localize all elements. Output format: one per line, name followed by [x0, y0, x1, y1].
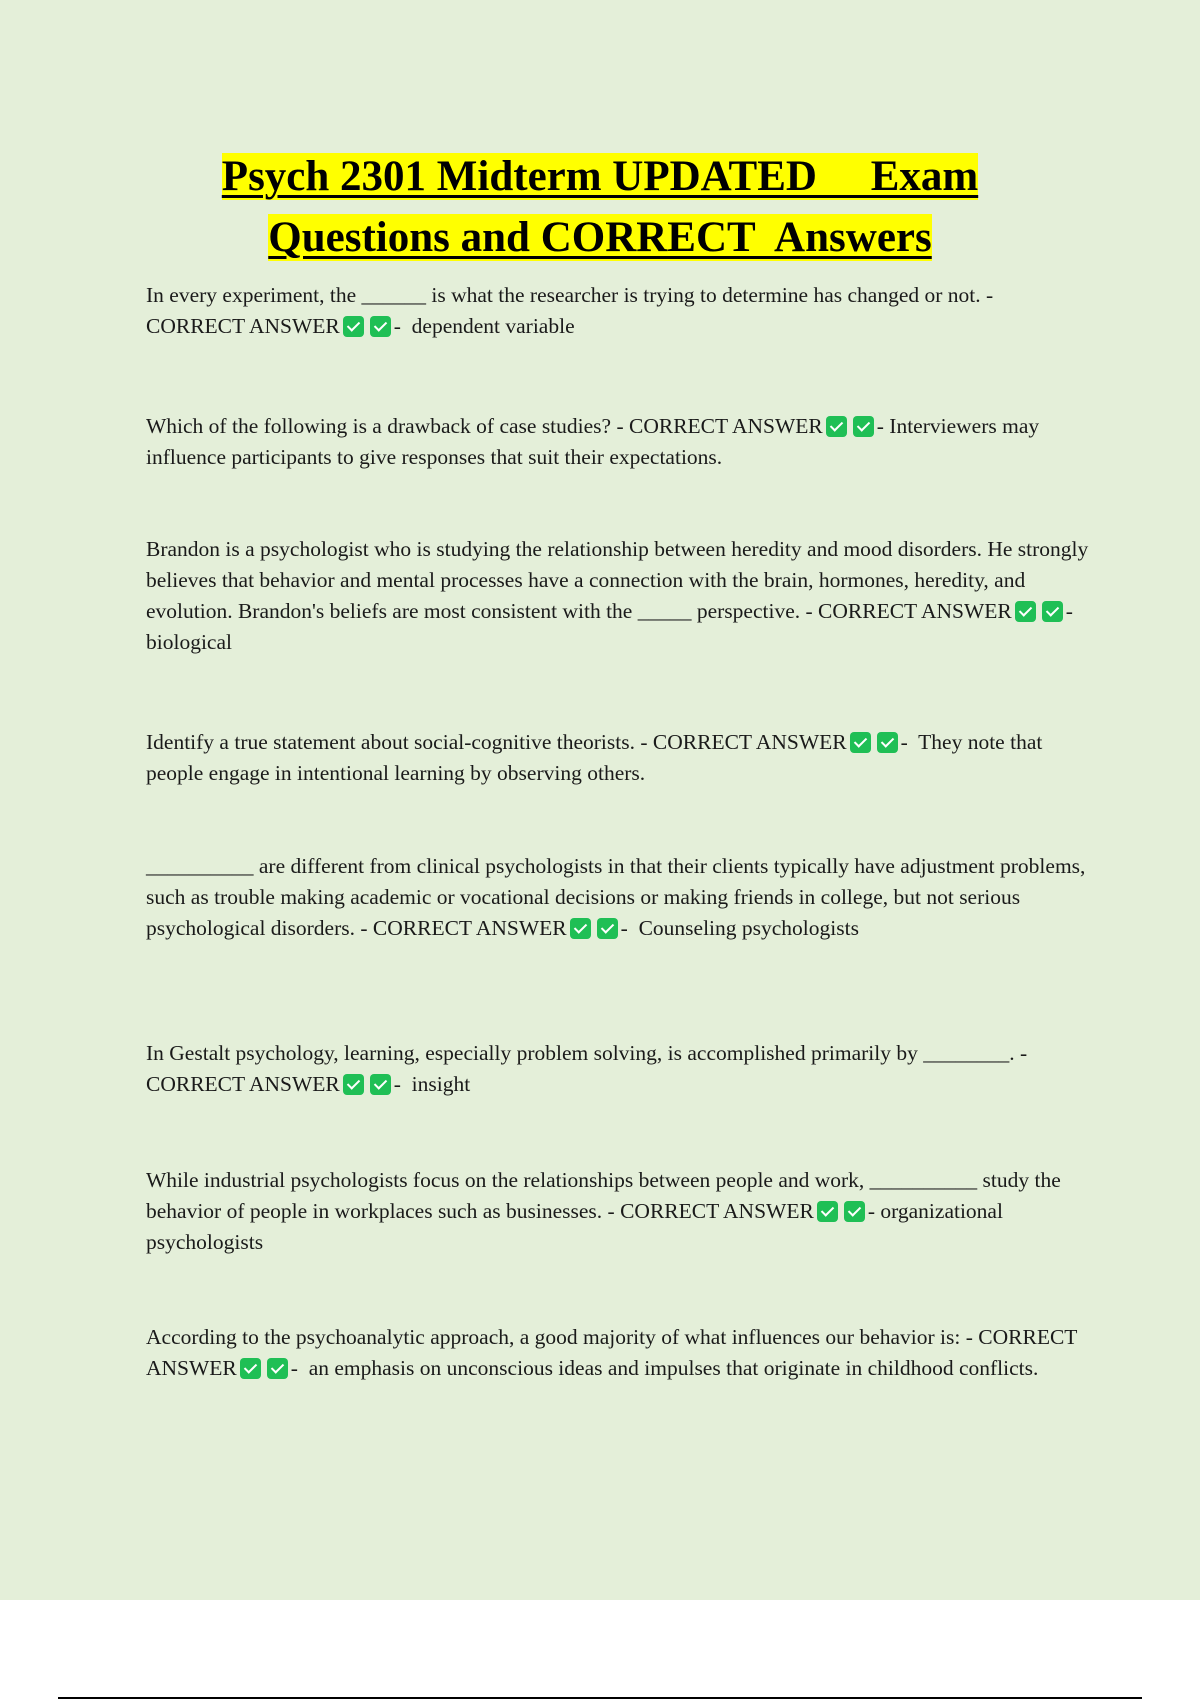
- question-text: __________ are different from clinical psychologists in that their clients typically have adjustment problems, such as trouble making academic or vocational decisions or making friends in college, but not serious psychological disorders. -: [146, 854, 1086, 940]
- qa-item-8: According to the psychoanalytic approach, a good majority of what influences our behavior is: - CORRECT ANSWER - an emphasis on unconscious ideas and impulses that originate in childhood conflicts.: [146, 1325, 1078, 1380]
- correct-answer-label: CORRECT ANSWER: [146, 1325, 1078, 1380]
- correct-answer-label: CORRECT ANSWER: [146, 314, 340, 338]
- check-mark-button-icon: [343, 1074, 364, 1095]
- qa-item-1: In every experiment, the ______ is what the researcher is trying to determine has changed or not. - CORRECT ANSWER - dependent variable: [146, 283, 994, 338]
- qa-item-5: __________ are different from clinical psychologists in that their clients typically have adjustment problems, such as trouble making academic or vocational decisions or making friends in college, but not serious psychological disorders. - CORRECT ANSWER - Counseling psychologists: [146, 854, 1086, 940]
- answer-text: Interviewers may influence participants to give responses that suit their expectations.: [146, 414, 1040, 469]
- check-mark-button-icon: [597, 918, 618, 939]
- answer-text: an emphasis on unconscious ideas and impulses that originate in childhood conflicts.: [308, 1356, 1039, 1380]
- qa-item-4: Identify a true statement about social-cognitive theorists. - CORRECT ANSWER - They note that people engage in intentional learning by observing others.: [146, 730, 1043, 785]
- correct-answer-label: CORRECT ANSWER: [818, 599, 1012, 623]
- question-text: Which of the following is a drawback of case studies? -: [146, 414, 624, 438]
- check-mark-button-icon: [267, 1358, 288, 1379]
- question-text: In Gestalt psychology, learning, especially problem solving, is accomplished primarily by ________. -: [146, 1041, 1028, 1065]
- correct-answer-label: CORRECT ANSWER: [652, 730, 847, 754]
- check-mark-button-icon: [877, 732, 898, 753]
- correct-answer-label: CORRECT ANSWER: [372, 916, 567, 940]
- question-text: Identify a true statement about social-cognitive theorists. -: [146, 730, 648, 754]
- check-mark-button-icon: [370, 1074, 391, 1095]
- answer-text: organizational psychologists: [146, 1199, 1003, 1254]
- qa-item-2: Which of the following is a drawback of case studies? - CORRECT ANSWER - Interviewers may influence participants to give responses that suit their expectations.: [146, 414, 1040, 469]
- answer-text: dependent variable: [411, 314, 575, 338]
- question-text: In every experiment, the ______ is what the researcher is trying to determine has changed or not. -: [146, 283, 994, 307]
- check-mark-button-icon: [343, 316, 364, 337]
- check-mark-button-icon: [817, 1201, 838, 1222]
- bottom-divider: [58, 1697, 1142, 1699]
- check-mark-button-icon: [853, 416, 874, 437]
- check-mark-button-icon: [1015, 601, 1036, 622]
- check-mark-button-icon: [570, 918, 591, 939]
- correct-answer-label: CORRECT ANSWER: [146, 1072, 340, 1096]
- page-title: [0, 146, 1200, 268]
- question-text: While industrial psychologists focus on the relationships between people and work, __________ study the behavior of people in workplaces such as businesses. -: [146, 1168, 1061, 1223]
- qa-item-7: While industrial psychologists focus on the relationships between people and work, __________ study the behavior of people in workplaces such as businesses. - CORRECT ANSWER - organizational psychologists: [146, 1168, 1061, 1254]
- check-mark-button-icon: [844, 1201, 865, 1222]
- check-mark-button-icon: [240, 1358, 261, 1379]
- answer-text: Counseling psychologists: [638, 916, 859, 940]
- check-mark-button-icon: [370, 316, 391, 337]
- question-text: According to the psychoanalytic approach, a good majority of what influences our behavior is: -: [146, 1325, 973, 1349]
- answer-text: They note that people engage in intentional learning by observing others.: [146, 730, 1043, 785]
- qa-item-3: Brandon is a psychologist who is studying the relationship between heredity and mood disorders. He strongly believes that behavior and mental processes have a connection with the brain, hormones, heredity, and evolution. Brandon's beliefs are most consistent with the _____ perspective. - CORRECT ANSWER - biological: [146, 537, 1089, 654]
- title-line-1: Psych 2301 Midterm UPDATED Exam: [221, 153, 979, 200]
- check-mark-button-icon: [850, 732, 871, 753]
- correct-answer-label: CORRECT ANSWER: [620, 1199, 814, 1223]
- answer-text: biological: [146, 630, 232, 654]
- question-text: Brandon is a psychologist who is studying the relationship between heredity and mood disorders. He strongly believes that behavior and mental processes have a connection with the brain, hormones, heredity, and evolution. Brandon's beliefs are most consistent with the _____ perspective. -: [146, 537, 1089, 623]
- correct-answer-label: CORRECT ANSWER: [629, 414, 823, 438]
- answer-text: insight: [411, 1072, 471, 1096]
- qa-item-6: In Gestalt psychology, learning, especially problem solving, is accomplished primarily by ________. - CORRECT ANSWER - insight: [146, 1041, 1028, 1096]
- title-line-2: Questions and CORRECT Answers: [268, 214, 932, 261]
- check-mark-button-icon: [826, 416, 847, 437]
- check-mark-button-icon: [1042, 601, 1063, 622]
